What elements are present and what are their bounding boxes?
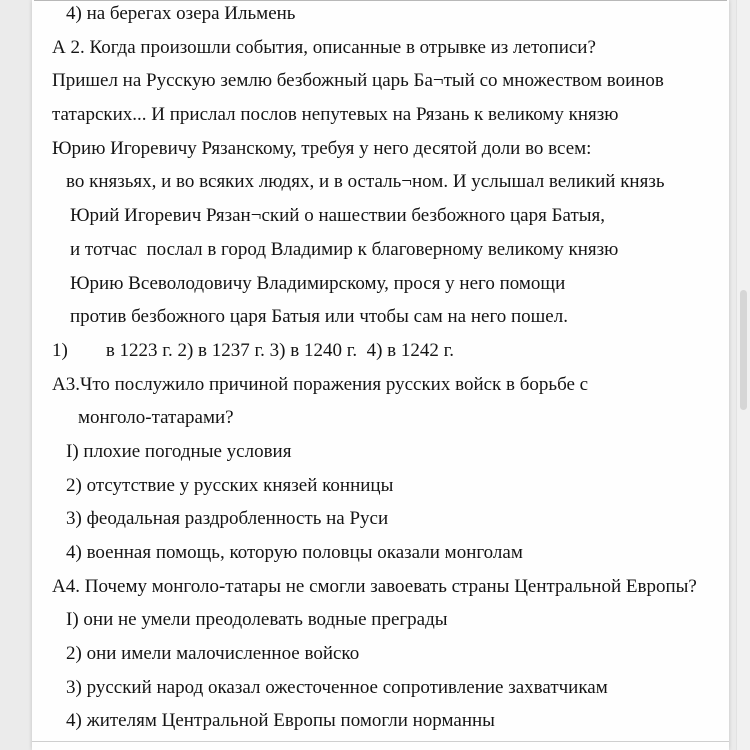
document-text [32,0,729,738]
text-line: А 2. Когда произошли события, описанные в отрывке из летописи? [52,36,596,58]
text-line: 3) феодальная раздробленность на Руси [66,508,389,530]
text-line: во князьях, и во всяких людях, и в осталь¬ном. И услышал великий князь [66,171,665,193]
text-line: А4. Почему монголо-татары не смогли завоевать страны Центральной Европы? [52,575,697,597]
text-line: I) плохие погодные условия [66,440,292,462]
text-line: 3) русский народ оказал ожесточенное сопротивление захватчикам [66,676,608,698]
text-line: 1) в 1223 г. 2) в 1237 г. 3) в 1240 г. 4) в 1242 г. [52,339,455,361]
text-line: Пришел на Русскую землю безбожный царь Ба¬тый со множеством воинов [52,70,664,92]
text-line: 4) жителям Центральной Европы помогли норманны [66,710,495,732]
document-page [32,0,729,750]
text-line: 2) они имели малочисленное войско [66,643,360,665]
text-line: татарских... И прислал послов непутевых на Рязань к великому князю [52,104,619,126]
text-line: Юрию Всеволодовичу Владимирскому, прося у него помощи [70,272,566,294]
text-line: 2) отсутствие у русских князей конницы [66,474,394,496]
text-line: монголо-татарами? [78,407,234,429]
text-line: I) они не умели преодолевать водные преграды [66,609,448,631]
scrollbar[interactable] [736,0,750,750]
text-line: против безбожного царя Батыя или чтобы сам на него пошел. [70,306,568,328]
page-divider-bottom [32,741,729,742]
scrollbar-handle[interactable] [740,290,747,410]
text-line: 4) военная помощь, которую половцы оказали монголам [66,542,523,563]
text-line: и тотчас послал в город Владимир к благоверному великому князю [70,238,619,260]
text-line: Юрию Игоревичу Рязанскому, требуя у него десятой доли во всем: [52,137,592,159]
text-line: А3.Что послужило причиной поражения русских войск в борьбе с [52,373,589,395]
text-line: Юрий Игоревич Рязан¬ский о нашествии безбожного царя Батыя, [70,205,606,227]
text-line: 4) на берегах озера Ильмень [66,3,296,24]
